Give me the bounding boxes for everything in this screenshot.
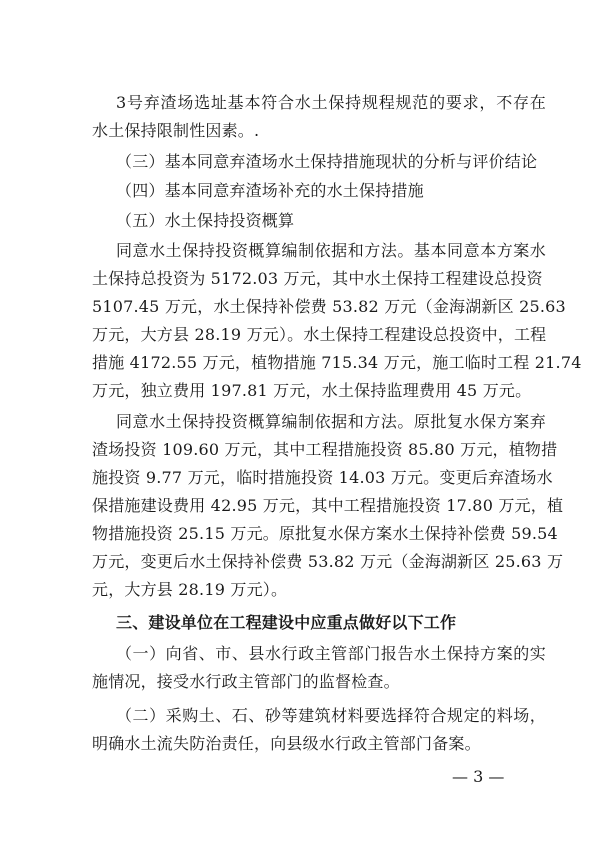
paragraph-line-23: 明确水土流失防治责任，向县级水行政主管部门备案。 — [92, 734, 481, 753]
paragraph-line-16: 物措施投资 25.15 万元。原批复水保方案水土保持补偿费 59.54 — [92, 524, 558, 543]
paragraph-line-6: 同意水土保持投资概算编制依据和方法。基本同意本方案水 — [116, 241, 546, 260]
paragraph-line-18: 元，大方县 28.19 万元）。 — [92, 580, 288, 599]
paragraph-line-1: 3号弃渣场选址基本符合水土保持规程规范的要求，不存在 — [116, 93, 546, 112]
section-heading-4: （四）基本同意弃渣场补充的水土保持措施 — [116, 181, 424, 200]
paragraph-line-11: 万元，独立费用 197.81 万元，水土保持监理费用 45 万元。 — [92, 381, 532, 400]
paragraph-line-15: 保措施建设费用 42.95 万元，其中工程措施投资 17.80 万元，植 — [92, 496, 564, 515]
section-heading-5: （五）水土保持投资概算 — [116, 211, 295, 230]
paragraph-line-13: 渣场投资 109.60 万元，其中工程措施投资 85.80 万元，植物措 — [92, 440, 558, 459]
page-number: — 3 — — [452, 767, 505, 786]
section-heading-3: （三）基本同意弃渣场水土保持措施现状的分析与评价结论 — [116, 152, 538, 171]
paragraph-line-2: 水土保持限制性因素。. — [92, 121, 260, 140]
paragraph-line-17: 万元，变更后水土保持补偿费 53.82 万元（金海湖新区 25.63 万 — [92, 552, 564, 571]
paragraph-line-7: 土保持总投资为 5172.03 万元，其中水土保持工程建设总投资 — [92, 269, 543, 288]
paragraph-line-21: 施情况，接受水行政主管部门的监督检查。 — [92, 672, 400, 691]
paragraph-line-12: 同意水土保持投资概算编制依据和方法。原批复水保方案弃 — [116, 412, 546, 431]
paragraph-line-10: 措施 4172.55 万元，植物措施 715.34 万元，施工临时工程 21.74 — [92, 353, 582, 372]
paragraph-line-22: （二）采购土、石、砂等建筑材料要选择符合规定的料场， — [116, 706, 546, 725]
paragraph-line-8: 5107.45 万元，水土保持补偿费 53.82 万元（金海湖新区 25.63 — [92, 297, 566, 316]
paragraph-line-14: 施投资 9.77 万元，临时措施投资 14.03 万元。变更后弃渣场水 — [92, 468, 553, 487]
paragraph-line-9: 万元，大方县 28.19 万元）。水土保持工程建设总投资中，工程 — [92, 325, 547, 344]
paragraph-line-20: （一）向省、市、县水行政主管部门报告水土保持方案的实 — [116, 644, 546, 663]
section-heading-main: 三、建设单位在工程建设中应重点做好以下工作 — [116, 613, 457, 632]
